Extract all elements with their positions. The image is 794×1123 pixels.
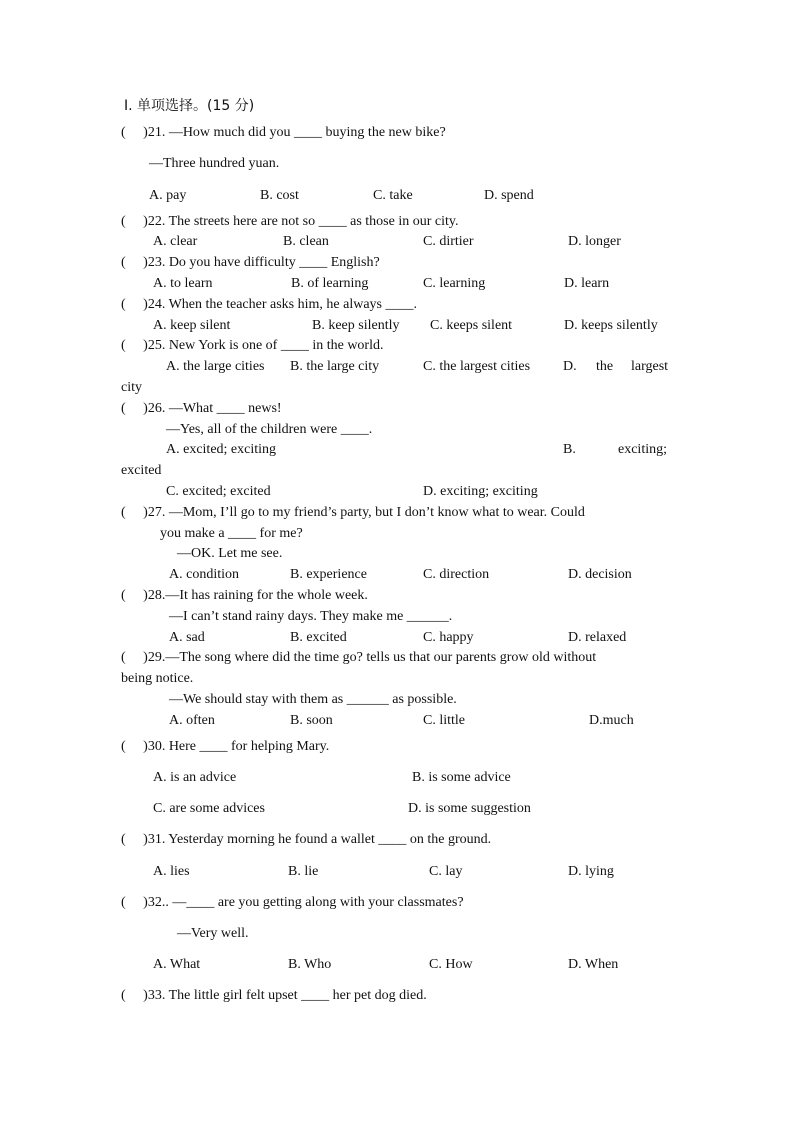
- question-24-option-b: B. keep silently: [312, 318, 400, 333]
- question-28-reply: —I can’t stand rainy days. They make me ______.: [169, 609, 453, 624]
- question-24-option-d: D. keeps silently: [564, 318, 658, 333]
- question-30-option-a: A. is an advice: [153, 770, 237, 785]
- question-32-stem: ( )32.. —____ are you getting along with your classmates?: [121, 895, 464, 910]
- question-21-option-b: B. cost: [260, 188, 299, 203]
- question-26-option-b-letter: B.: [563, 442, 576, 457]
- question-26-reply: —Yes, all of the children were ____.: [166, 422, 373, 437]
- question-30-option-d: D. is some suggestion: [408, 801, 531, 816]
- question-25-option-d-wrap: city: [121, 380, 142, 395]
- question-23-option-a: A. to learn: [153, 276, 213, 291]
- question-30-stem: ( )30. Here ____ for helping Mary.: [121, 739, 330, 754]
- question-27-stem: ( )27. —Mom, I’ll go to my friend’s party, but I don’t know what to wear. Could: [121, 505, 585, 520]
- question-27-option-c: C. direction: [423, 567, 490, 582]
- question-32-option-c: C. How: [429, 957, 473, 972]
- question-33-stem: ( )33. The little girl felt upset ____ her pet dog died.: [121, 988, 427, 1003]
- question-28-option-c: C. happy: [423, 630, 474, 645]
- question-29-option-c: C. little: [423, 713, 465, 728]
- question-27-option-a: A. condition: [169, 567, 239, 582]
- question-32-reply: —Very well.: [177, 926, 249, 941]
- question-22-option-d: D. longer: [568, 234, 621, 249]
- question-25-option-d-word: the: [596, 359, 614, 374]
- question-31-option-d: D. lying: [568, 864, 614, 879]
- question-30-option-b: B. is some advice: [412, 770, 511, 785]
- question-28-option-d: D. relaxed: [568, 630, 627, 645]
- question-27-option-d: D. decision: [568, 567, 632, 582]
- question-25-stem: ( )25. New York is one of ____ in the world.: [121, 338, 384, 353]
- question-28-option-a: A. sad: [169, 630, 205, 645]
- question-25-option-c: C. the largest cities: [423, 359, 531, 374]
- question-21-stem: ( )21. —How much did you ____ buying the new bike?: [121, 125, 446, 140]
- question-22-option-c: C. dirtier: [423, 234, 474, 249]
- question-26-option-c: C. excited; excited: [166, 484, 271, 499]
- question-26-option-b-word: exciting;: [618, 442, 667, 457]
- question-22-option-b: B. clean: [283, 234, 329, 249]
- question-32-option-a: A. What: [153, 957, 201, 972]
- question-27-reply: —OK. Let me see.: [177, 546, 283, 561]
- question-29-reply: —We should stay with them as ______ as possible.: [169, 692, 457, 707]
- question-24-stem: ( )24. When the teacher asks him, he always ____.: [121, 297, 417, 312]
- question-26-stem: ( )26. —What ____ news!: [121, 401, 282, 416]
- section-heading: Ⅰ. 单项选择。(15 分): [124, 98, 255, 114]
- question-21-option-d: D. spend: [484, 188, 534, 203]
- question-26-option-a: A. excited; exciting: [166, 442, 277, 457]
- question-21-option-c: C. take: [373, 188, 413, 203]
- question-24-option-a: A. keep silent: [153, 318, 231, 333]
- question-31-stem: ( )31. Yesterday morning he found a wallet ____ on the ground.: [121, 832, 492, 847]
- question-23-option-d: D. learn: [564, 276, 610, 291]
- question-27-stem-wrap: you make a ____ for me?: [160, 526, 303, 541]
- question-21-reply: —Three hundred yuan.: [149, 156, 280, 171]
- question-31-option-a: A. lies: [153, 864, 190, 879]
- question-29-option-b: B. soon: [290, 713, 333, 728]
- question-21-option-a: A. pay: [149, 188, 187, 203]
- question-22-option-a: A. clear: [153, 234, 198, 249]
- question-31-option-b: B. lie: [288, 864, 319, 879]
- question-23-option-b: B. of learning: [291, 276, 369, 291]
- question-26-option-b-wrap: excited: [121, 463, 162, 478]
- question-25-option-a: A. the large cities: [166, 359, 265, 374]
- question-23-stem: ( )23. Do you have difficulty ____ English?: [121, 255, 380, 270]
- question-28-option-b: B. excited: [290, 630, 347, 645]
- question-25-option-d-letter: D.: [563, 359, 577, 374]
- question-30-option-c: C. are some advices: [153, 801, 265, 816]
- question-27-option-b: B. experience: [290, 567, 367, 582]
- question-26-option-d: D. exciting; exciting: [423, 484, 538, 499]
- question-28-stem: ( )28.—It has raining for the whole week.: [121, 588, 368, 603]
- question-25-option-b: B. the large city: [290, 359, 380, 374]
- question-32-option-b: B. Who: [288, 957, 332, 972]
- question-25-option-d-word: largest: [631, 359, 669, 374]
- question-24-option-c: C. keeps silent: [430, 318, 513, 333]
- question-29-stem: ( )29.—The song where did the time go? tells us that our parents grow old without: [121, 650, 597, 665]
- question-23-option-c: C. learning: [423, 276, 486, 291]
- question-31-option-c: C. lay: [429, 864, 463, 879]
- question-32-option-d: D. When: [568, 957, 619, 972]
- question-29-option-d: D.much: [589, 713, 634, 728]
- question-22-stem: ( )22. The streets here are not so ____ as those in our city.: [121, 214, 459, 229]
- question-29-option-a: A. often: [169, 713, 215, 728]
- question-29-stem-wrap: being notice.: [121, 671, 194, 686]
